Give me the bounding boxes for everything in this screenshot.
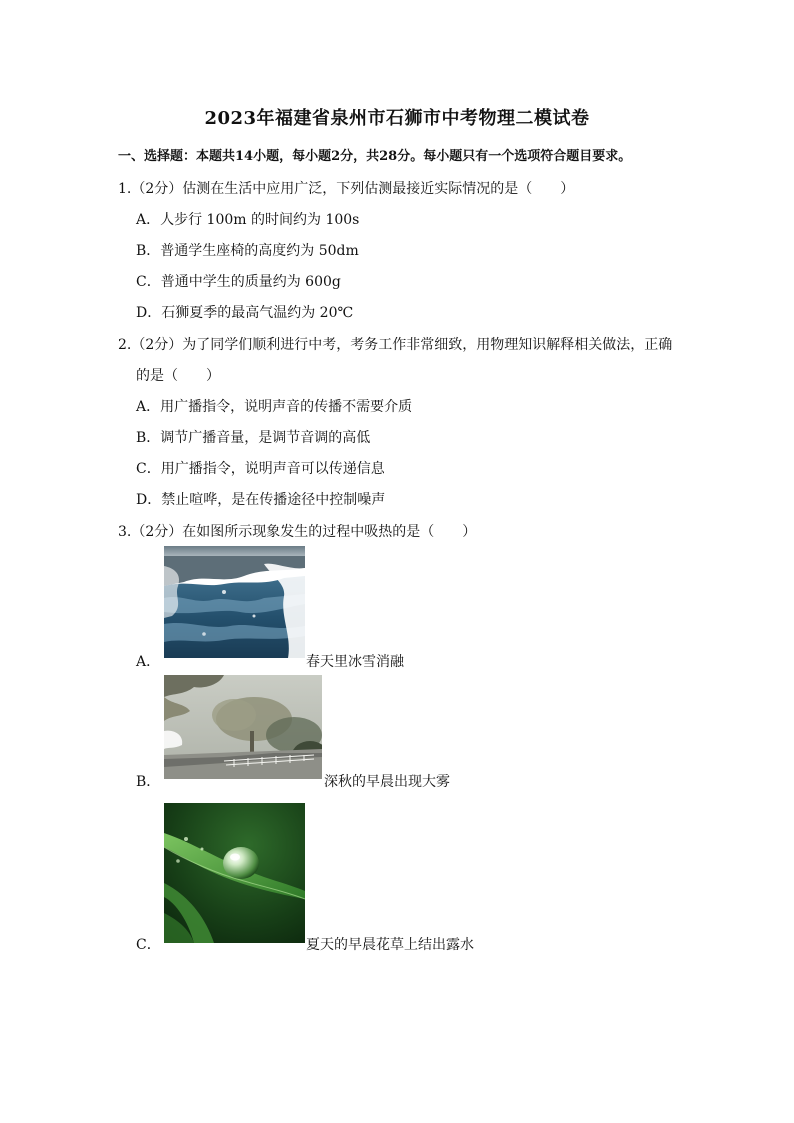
question-1-option-c: C．普通中学生的质量约为 600g <box>136 274 341 290</box>
question-3-option-b-letter: B． <box>136 774 161 790</box>
question-2-stem-continued: 的是（ ） <box>136 368 220 384</box>
foggy-tree-icon <box>164 675 322 779</box>
dew-drop-leaf-image <box>164 803 305 943</box>
dew-drop-leaf-icon <box>164 803 305 943</box>
foggy-tree-image <box>164 675 322 779</box>
question-3-option-b-caption: 深秋的早晨出现大雾 <box>324 774 450 790</box>
question-3-option-c-caption: 夏天的早晨花草上结出露水 <box>306 937 474 953</box>
question-3-option-a-letter: A． <box>136 654 161 670</box>
melting-ice-river-image <box>164 546 305 658</box>
section-heading: 一、选择题：本题共14小题，每小题2分，共28分。每小题只有一个选项符合题目要求。 <box>118 149 632 164</box>
question-1-option-d: D．石狮夏季的最高气温约为 20℃ <box>136 305 354 321</box>
question-1-stem: 1.（2分）估测在生活中应用广泛，下列估测最接近实际情况的是（ ） <box>118 181 575 197</box>
question-3-option-c-letter: C． <box>136 937 161 953</box>
question-2-option-b: B．调节广播音量，是调节音调的高低 <box>136 430 371 446</box>
question-1-option-b: B．普通学生座椅的高度约为 50dm <box>136 243 359 259</box>
question-2-option-d: D．禁止喧哗，是在传播途径中控制噪声 <box>136 492 386 508</box>
question-2-option-c: C．用广播指令，说明声音可以传递信息 <box>136 461 385 477</box>
question-3-stem: 3.（2分）在如图所示现象发生的过程中吸热的是（ ） <box>118 524 477 540</box>
question-2-stem: 2.（2分）为了同学们顺利进行中考，考务工作非常细致，用物理知识解释相关做法，正确 <box>118 337 673 353</box>
question-3-option-a-caption: 春天里冰雪消融 <box>306 654 404 670</box>
page-title: 2023年福建省泉州市石狮市中考物理二模试卷 <box>204 108 590 129</box>
question-2-option-a: A．用广播指令，说明声音的传播不需要介质 <box>136 399 413 415</box>
question-1-option-a: A．人步行 100m 的时间约为 100s <box>136 212 360 228</box>
melting-ice-river-icon <box>164 546 305 658</box>
